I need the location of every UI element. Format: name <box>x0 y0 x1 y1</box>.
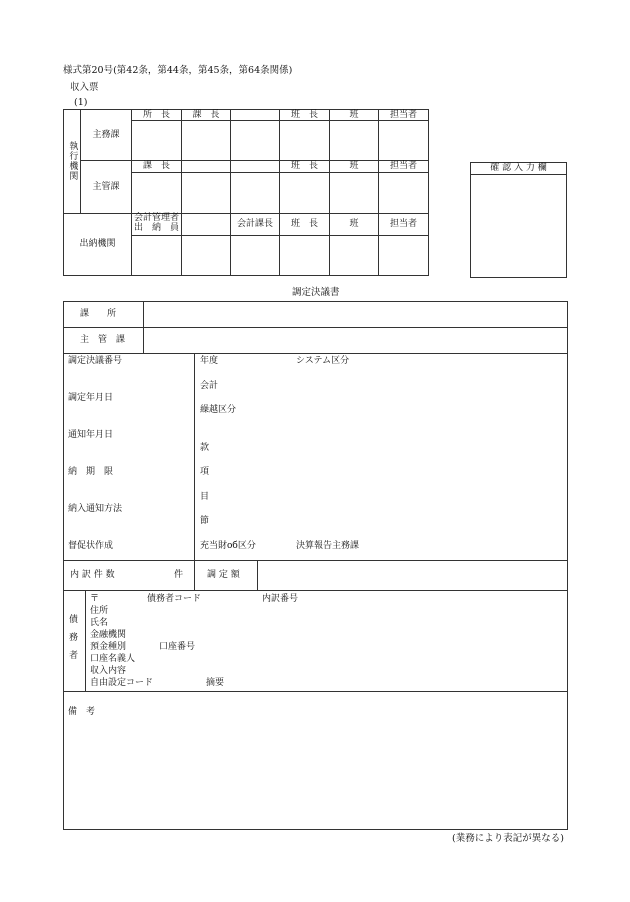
name-label: 氏名 <box>90 618 109 628</box>
confirm-input-area[interactable] <box>471 175 567 278</box>
kasho-label: 課 所 <box>80 309 117 319</box>
seal-cell[interactable] <box>280 235 330 275</box>
decision-title: 調定決議書 <box>292 287 340 298</box>
remarks-label: 備 考 <box>68 707 96 717</box>
kan-label: 款 <box>200 443 210 453</box>
nendo-label: 年度 <box>200 356 219 366</box>
account-holder-label: 口座名義人 <box>90 654 136 664</box>
shumuka-label: 主務課 <box>81 110 132 161</box>
demand-letter-label: 督促状作成 <box>68 541 114 551</box>
debtor-label: 債務者 <box>67 614 77 668</box>
income-content-label: 収入内容 <box>90 666 127 676</box>
seal-head-6: 担当者 <box>379 110 429 121</box>
remarks-field[interactable] <box>64 720 567 829</box>
seal-head-blank <box>182 213 231 235</box>
deposit-type-label: 預金種別 <box>90 642 127 652</box>
suitou-label: 出納機関 <box>64 213 132 275</box>
seal-head-10: 担当者 <box>379 161 429 172</box>
seal-head-8: 班 長 <box>280 161 330 172</box>
seal-head-2: 課 長 <box>182 110 231 121</box>
seal-cell[interactable] <box>132 172 182 213</box>
seal-head-11: 会計課長 <box>231 213 280 235</box>
exec-org-label: 執行機関 <box>64 110 81 214</box>
chotei-amount-field[interactable] <box>258 561 567 590</box>
seal-cell[interactable] <box>330 172 379 213</box>
ken-unit: 件 <box>174 570 184 580</box>
seal-cell[interactable] <box>379 121 429 161</box>
form-number: 様式第20号(第42条，第44条，第45条，第64条関係) <box>63 65 293 76</box>
kasho-field[interactable] <box>144 302 567 327</box>
due-date-label: 納 期 限 <box>68 467 114 477</box>
notice-method-label: 納入通知方法 <box>68 504 123 514</box>
uchiwake-count-label: 内 訳 件 数 <box>70 570 115 580</box>
seal-head-blank <box>231 161 280 172</box>
seal-cell[interactable] <box>379 235 429 275</box>
seal-cell[interactable] <box>379 172 429 213</box>
postal-mark: 〒 <box>90 594 100 604</box>
seal-cell[interactable] <box>132 121 182 161</box>
seal-cell[interactable] <box>231 121 280 161</box>
jutou-kubun-label: 充当財об区分 <box>200 541 256 551</box>
shukanka-row-label: 主 管 課 <box>80 335 126 345</box>
account-number-label: 口座番号 <box>159 642 196 652</box>
seal-head-12: 班 長 <box>280 213 330 235</box>
confirm-input-box <box>470 162 567 278</box>
document-name: 収入票 <box>70 82 99 93</box>
seal-cell[interactable] <box>330 121 379 161</box>
chotei-amount-label: 調 定 額 <box>207 570 240 580</box>
kou-label: 項 <box>200 467 210 477</box>
debtor-code-label: 債務者コード <box>147 594 202 604</box>
summary-label: 摘要 <box>206 678 225 688</box>
seal-cell[interactable] <box>132 235 182 275</box>
seal-head-blank <box>182 161 231 172</box>
seal-cell[interactable] <box>280 172 330 213</box>
seal-cell[interactable] <box>182 121 231 161</box>
seal-head-3 <box>231 110 280 121</box>
seal-head-5: 班 <box>330 110 379 121</box>
system-kubun-label: システム区分 <box>296 356 350 366</box>
cashier-label: 出 納 員 <box>133 223 179 234</box>
notice-date-label: 通知年月日 <box>68 430 114 440</box>
approval-grid <box>63 109 429 276</box>
seal-cell[interactable] <box>280 121 330 161</box>
chotei-number-label: 調定決議番号 <box>68 356 123 366</box>
bank-label: 金融機関 <box>90 630 127 640</box>
setsu-label: 節 <box>200 516 210 526</box>
chotei-date-label: 調定年月日 <box>68 393 114 403</box>
seal-cell[interactable] <box>182 172 231 213</box>
seal-cell[interactable] <box>330 235 379 275</box>
shukanka-label: 主管課 <box>81 161 132 213</box>
kurikoshi-label: 繰越区分 <box>200 405 237 415</box>
kaikei-label: 会計 <box>200 381 219 391</box>
sequence-number: (1) <box>74 97 88 108</box>
kessan-shumuka-label: 決算報告主務課 <box>296 541 360 551</box>
shukanka-field[interactable] <box>144 328 567 353</box>
seal-head-13: 班 <box>330 213 379 235</box>
footer-note: (業務により表記が異なる) <box>452 833 564 844</box>
seal-head-1: 所 長 <box>132 110 182 121</box>
seal-head-14: 担当者 <box>379 213 429 235</box>
accounting-manager-head <box>132 213 182 235</box>
seal-head-4: 班 長 <box>280 110 330 121</box>
address-label: 住所 <box>90 606 109 616</box>
accounting-manager-label: 会計管理者 <box>133 213 179 224</box>
seal-cell[interactable] <box>231 235 280 275</box>
confirm-input-title: 確 認 入 力 欄 <box>471 163 567 175</box>
seal-head-7: 課 長 <box>132 161 182 172</box>
seal-cell[interactable] <box>182 235 231 275</box>
seal-cell[interactable] <box>231 172 280 213</box>
free-code-label: 自由設定コード <box>90 678 154 688</box>
seal-head-9: 班 <box>330 161 379 172</box>
moku-label: 目 <box>200 492 210 502</box>
uchiwake-no-label: 内訳番号 <box>262 594 299 604</box>
